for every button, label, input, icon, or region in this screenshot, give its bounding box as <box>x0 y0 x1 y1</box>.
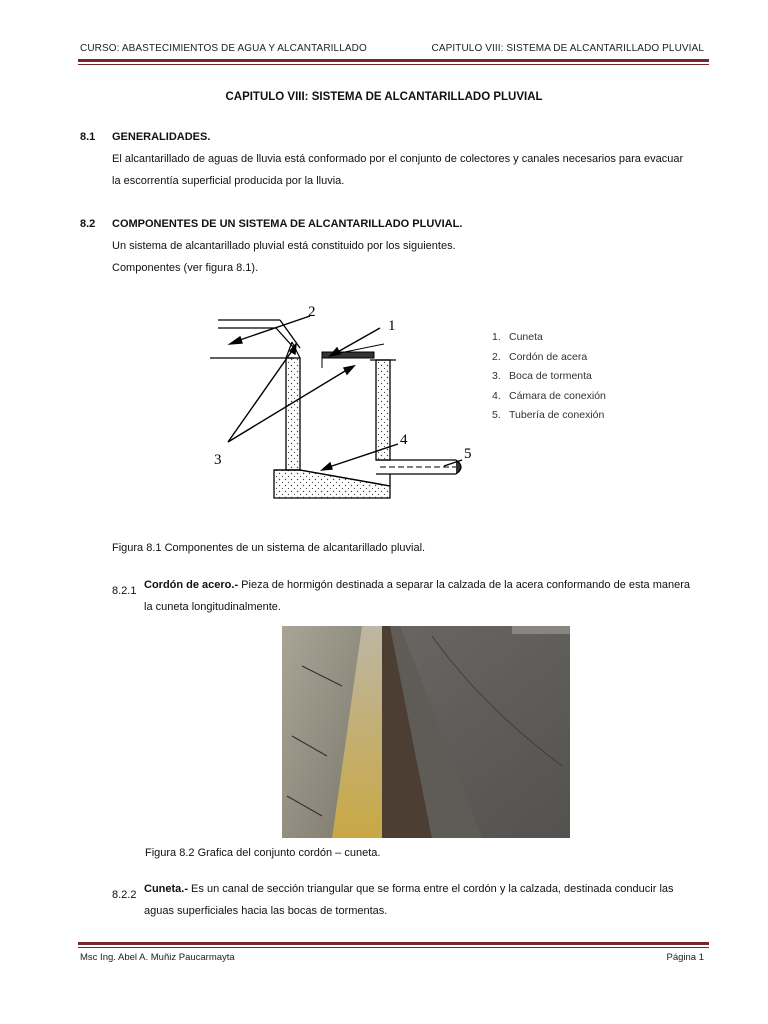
subsection-paragraph <box>144 574 710 618</box>
figure-caption: Figura 8.2 Grafica del conjunto cordón – cuneta. <box>145 847 381 859</box>
header-chapter-title: CAPITULO VIII: SISTEMA DE ALCANTARILLADO PLUVIAL <box>431 43 704 54</box>
paragraph-line: la escorrentía superficial producida por la lluvia. <box>112 175 345 187</box>
header-rule-thin <box>78 64 709 65</box>
footer-rule <box>78 942 709 945</box>
legend-item: 4. Cámara de conexión <box>492 389 606 402</box>
label-2: 2 <box>308 304 316 320</box>
chamber-right-wall <box>370 360 396 460</box>
footer-author: Msc Ing. Abel A. Muñiz Paucarmayta <box>80 952 235 963</box>
figure-caption: Figura 8.1 Componentes de un sistema de alcantarillado pluvial. <box>112 542 426 554</box>
subsection-number: 8.2.1 <box>112 585 137 597</box>
paragraph-line: la cuneta longitudinalmente. <box>144 601 281 613</box>
footer-page-number: Página 1 <box>666 952 704 963</box>
chamber-bottom <box>274 470 390 498</box>
section-title: GENERALIDADES. <box>112 131 211 143</box>
subsection-paragraph <box>144 878 710 922</box>
paragraph <box>112 235 456 279</box>
figure-legend <box>492 328 606 426</box>
paragraph-line: El alcantarillado de aguas de lluvia está conformado por el conjunto de colectores y canales necesarios para evacuar <box>112 153 684 165</box>
paragraph-line: aguas superficiales hacia las bocas de tormentas. <box>144 905 388 917</box>
legend-item: 2. Cordón de acera <box>492 350 588 363</box>
footer-rule-thin <box>78 947 709 948</box>
subsection-term: Cuneta.- <box>144 883 188 895</box>
paragraph-line: Componentes (ver figura 8.1). <box>112 262 259 274</box>
header-rule <box>78 59 709 62</box>
legend-item: 5. Tubería de conexión <box>492 409 605 421</box>
header-course-title: CURSO: ABASTECIMIENTOS DE AGUA Y ALCANTARILLADO <box>80 43 367 54</box>
label-4: 4 <box>400 432 408 448</box>
page-title: CAPITULO VIII: SISTEMA DE ALCANTARILLADO PLUVIAL <box>225 91 543 103</box>
storm-drain-diagram <box>200 298 490 510</box>
paragraph-line: Cuneta.- Es un canal de sección triangular que se forma entre el cordón y la calzada, destinada conducir las <box>144 883 674 895</box>
subsection-number: 8.2.2 <box>112 889 137 901</box>
paragraph-line: Un sistema de alcantarillado pluvial está constituido por los siguientes. <box>112 240 456 252</box>
section-title: COMPONENTES DE UN SISTEMA DE ALCANTARILLADO PLUVIAL. <box>112 218 463 230</box>
label-3: 3 <box>214 452 222 468</box>
section-number: 8.1 <box>80 131 96 143</box>
label-5: 5 <box>464 446 472 462</box>
paragraph <box>112 148 683 192</box>
curb-gutter-photo <box>282 626 570 838</box>
sidewalk-slab <box>210 320 300 358</box>
subsection-term: Cordón de acero.- <box>144 579 239 591</box>
leader-arrows <box>228 316 462 470</box>
label-1: 1 <box>388 318 396 334</box>
legend-item: 3. Boca de tormenta <box>492 370 592 382</box>
section-number: 8.2 <box>80 218 96 230</box>
legend-item: 1. Cuneta <box>492 331 543 343</box>
paragraph-line: Cordón de acero.- Pieza de hormigón destinada a separar la calzada de la acera conformando de esta manera <box>144 579 691 591</box>
